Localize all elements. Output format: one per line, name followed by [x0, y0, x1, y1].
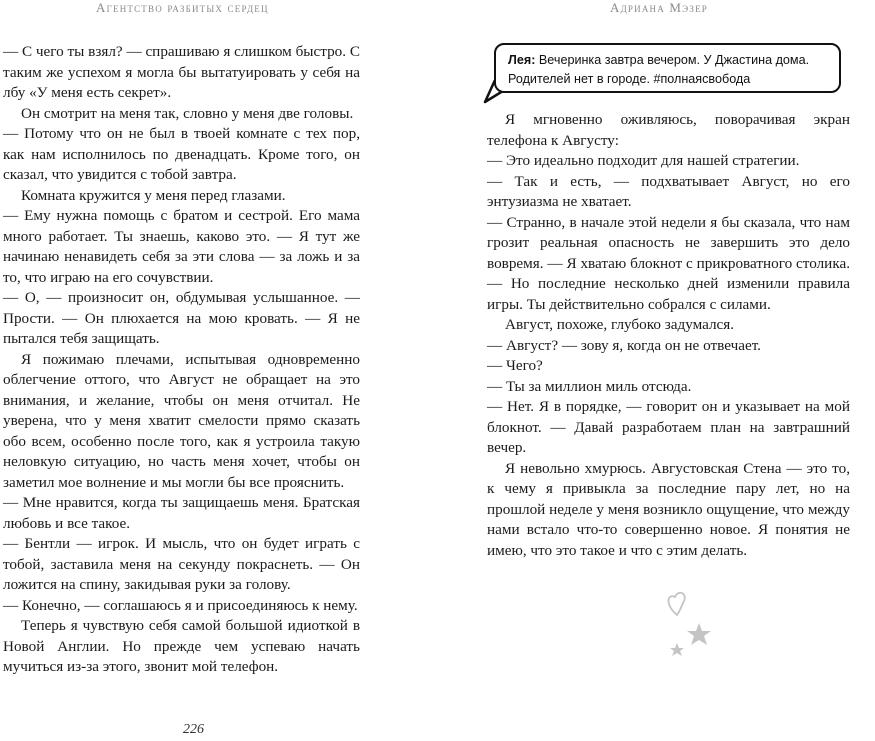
paragraph: Август, похоже, глубоко задумался. [505, 316, 735, 333]
paragraph: — Ты за миллион миль отсюда. [487, 377, 692, 395]
running-head-right: Адриана Мэзер [610, 0, 709, 15]
running-head-left: Агентство разбитых сердец [96, 0, 269, 15]
text-message-bubble [494, 43, 841, 93]
heart-stars-decoration-icon [663, 585, 723, 665]
paragraph: — Чего? [487, 357, 543, 374]
paragraph: — Странно, в начале этой недели я бы сказала, что нам грозит реальная опасность не завершить это дело вовремя. — Я хватаю блокнот с прикроватного столика. — Но последние несколько дней изменили правила игры. Ты действительно собрался с силами. [487, 213, 850, 313]
paragraph: — Август? — зову я, когда он не отвечает. [487, 336, 761, 354]
right-page [438, 0, 875, 741]
paragraph: Я невольно хмурюсь. Августовская Стена — это то, к чему я привыкла за последние пару лет, но на прошлой неделе у меня возникло ощущение, что между нами встало что-то совершенно новое. Я понятия не имею, что это такое и что с этим делать. [487, 459, 850, 559]
paragraph: — Конечно, — соглашаюсь я и присоединяюсь к нему. [3, 596, 358, 614]
paragraph: — Так и есть, — подхватывает Август, но его энтузиазма не хватает. [487, 172, 850, 210]
paragraph: Комната кружится у меня перед глазами. [21, 186, 286, 204]
paragraph: Я мгновенно оживляюсь, поворачивая экран телефона к Августу: [487, 111, 850, 149]
paragraph: — Бентли — игрок. И мысль, что он будет играть с тобой, заставила меня на секунду покраснеть. — Он ложится на спину, закидывая руки за голову. [3, 535, 360, 593]
paragraph: — Нет. Я в порядке, — говорит он и указывает на мой блокнот. — Давай разработаем план на завтрашний вечер. [487, 398, 850, 456]
paragraph: — Потому что он не был в твоей комнате с тех пор, как нам исполнилось по двенадцать. Кроме того, он сказал, что увидится с тобой завтра. [3, 125, 360, 183]
paragraph: Я пожимаю плечами, испытывая одновременно облегчение оттого, что Август не обращает на это внимания, и желание, чтобы он меня отчитал. Не уверена, что у меня хватит смелости прямо сказать обо всем, особенно после того, как я устроила такую неловкую ситуацию, но часть меня хочет, чтобы он заметил мое волнение и мы могли бы все прояснить. [3, 350, 360, 491]
paragraph: — Ему нужна помощь с братом и сестрой. Его мама много работает. Ты знаешь, каково это. — Я тут же начинаю ненавидеть себя за эти слова — за ложь и за то, что играю на его сочувствии. [3, 207, 360, 286]
paragraph: — О, — произносит он, обдумывая услышанное. — Прости. — Он плюхается на мою кровать. — Я не пытался тебя защищать. [3, 289, 360, 347]
page-number: 226 [183, 722, 204, 737]
left-text-column [3, 42, 360, 678]
right-text-column [487, 110, 850, 561]
paragraph: Он смотрит на меня так, словно у меня две головы. [21, 104, 354, 122]
paragraph: — Это идеально подходит для нашей стратегии. [487, 152, 800, 169]
message-sender: Лея: [508, 53, 536, 67]
paragraph: — С чего ты взял? — спрашиваю я слишком быстро. С таким же успехом я могла бы вытатуировать у себя на лбу «У меня есть секрет». [3, 43, 360, 101]
message-text: Вечеринка завтра вечером. У Джастина дома. Родителей нет в городе. #полнаясвобода [508, 53, 810, 86]
paragraph: Теперь я чувствую себя самой большой идиоткой в Новой Англии. Но прежде чем успеваю начать мучиться из-за этого, звонит мой телефон. [3, 617, 360, 675]
paragraph: — Мне нравится, когда ты защищаешь меня. Братская любовь и все такое. [3, 494, 360, 532]
